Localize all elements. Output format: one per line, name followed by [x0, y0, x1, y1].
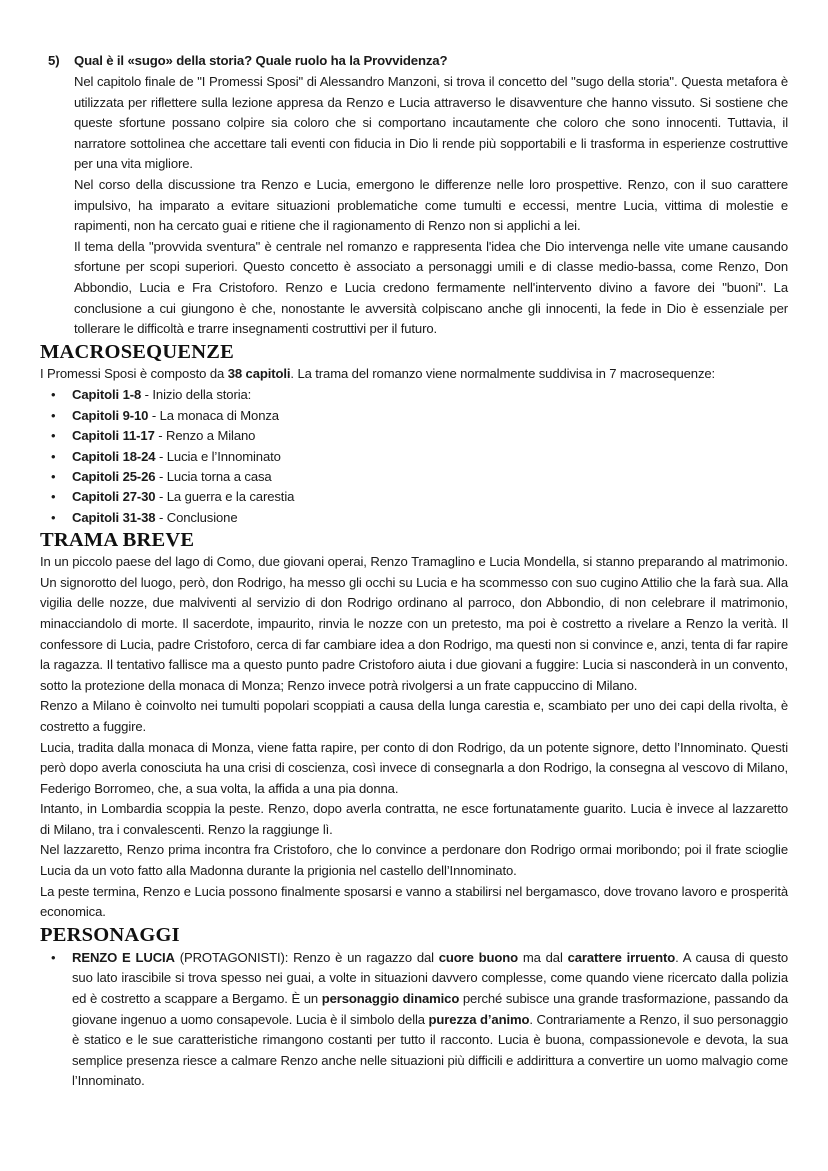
list-item-text: - Inizio della storia:: [141, 387, 252, 403]
trama-paragraph-2: Renzo a Milano è coinvolto nei tumulti popolari scoppiati a causa della lunga carestia e, scambiato per uno dei capi della rivolta, è costretto a fuggire.: [40, 698, 788, 734]
trama-paragraph-3: Lucia, tradita dalla monaca di Monza, viene fatta rapire, per conto di don Rodrigo, da un potente signore, detto l’Innominato. Questi però dopo averla conosciuta ha una crisi di coscienza, così invece di consegnarla a don Rodrigo, la consegna al vescovo di Milano, Federigo Borromeo, che, a sua volta, la affida a una pia donna.: [40, 739, 788, 796]
list-item-label: Capitoli 9-10: [72, 407, 149, 423]
list-item-text: - Conclusione: [155, 509, 238, 525]
bullet-icon: •: [51, 468, 56, 484]
trama-paragraph-6: La peste termina, Renzo e Lucia possono finalmente sposarsi e vanno a stabilirsi nel bergamasco, dove trovano lavoro e prosperità economica.: [40, 883, 788, 920]
question-paragraph-2: Nel corso della discussione tra Renzo e Lucia, emergono le differenze nelle loro prospettive. Renzo, con il suo carattere impulsivo, ha imparato a evitare situazioni problematiche come tumulti e eccessi, mentre Lucia, vittima di molestie e rapimenti, non ha cercato guai e ritiene che il ragionamento di Renzo non si applichi a lei.: [74, 176, 788, 234]
list-item-text: - Renzo a Milano: [154, 428, 256, 444]
question-paragraph-3: Il tema della "provvida sventura" è centrale nel romanzo e rappresenta l'idea che Dio intervenga nelle vite umane causando sfortune per scopi superiori. Questo concetto è associato a personaggi umili e di classe medio-bassa, come Renzo, Don Abbondio, Lucia e Fra Cristoforo. Renzo e Lucia credono fermamente nell'intervento divino a favore dei "buoni". La conclusione a cui giungono è che, nonostante le avversità colpiscano anche gli innocenti, la fede in Dio è essenziale per tollerare le difficoltà e trarre insegnamenti costruttivi per il futuro.: [74, 238, 788, 337]
list-item: [40, 426, 788, 446]
character-desc-2: ma dal: [518, 949, 568, 965]
list-item-label: Capitoli 27-30: [72, 489, 156, 505]
macrosequenze-intro-after: . La trama del romanzo viene normalmente suddivisa in 7 macrosequenze:: [290, 365, 716, 381]
character-desc-1: Renzo è un ragazzo dal: [293, 949, 439, 965]
list-item: [40, 948, 788, 1092]
question-number: 5): [48, 53, 60, 68]
bullet-icon: •: [51, 448, 56, 464]
bullet-icon: •: [51, 428, 56, 444]
character-desc-3: . A causa di questo suo lato irascibile si trova spesso nei guai, a volte in situazioni davvero complesse, come quando viene ricercato dalla polizia ed è costretto a scappare a Bergamo. È un: [72, 949, 789, 1007]
section-heading-trama-breve: TRAMA BREVE: [40, 529, 195, 552]
character-role: (PROTAGONISTI):: [174, 949, 294, 965]
character-trait-1: cuore buono: [438, 949, 519, 965]
trama-paragraph-1: In un piccolo paese del lago di Como, due giovani operai, Renzo Tramaglino e Lucia Mondella, si stanno preparando al matrimonio. Un signorotto del luogo, però, don Rodrigo, ha messo gli occhi su Lucia e ha scommesso con suo cugino Attilio che la farà sua. Alla vigilia delle nozze, due malviventi al servizio di don Rodrigo ordinano al parroco, don Abbondio, di non celebrare il matrimonio, minacciandolo di morte. Il sacerdote, impaurito, rinvia le nozze con un pretesto, ma poi è costretto a rivelare a Renzo la verità. Il confessore di Lucia, padre Cristoforo, cerca di far cambiare idea a don Rodrigo, ma questi non si convince e, anzi, tenta di far rapire la ragazza. Il tentativo fallisce ma a questo punto padre Cristoforo aiuta i due giovani a fuggire: Lucia si nasconderà in un convento, sotto la protezione della monaca di Monza; Renzo invece potrà rivolgersi a un frate cappuccino di Milano.: [40, 554, 789, 693]
character-trait-4: purezza d’animo: [428, 1011, 530, 1027]
macrosequenze-intro-before: I Promessi Sposi è composto da: [40, 365, 228, 381]
list-item-label: Capitoli 31-38: [72, 509, 156, 525]
macrosequenze-intro: [40, 364, 788, 385]
bullet-icon: •: [51, 509, 56, 525]
section-heading-personaggi: PERSONAGGI: [40, 923, 180, 946]
list-item-label: Capitoli 25-26: [72, 468, 156, 484]
question-body: [74, 72, 788, 340]
character-trait-3: personaggio dinamico: [321, 991, 460, 1007]
bullet-icon: •: [51, 489, 56, 505]
list-item: [40, 406, 788, 426]
list-item: [40, 487, 788, 507]
trama-paragraph-4: Intanto, in Lombardia scoppia la peste. Renzo, dopo averla contratta, ne esce fortunatamente guarito. Lucia è invece al lazzaretto di Milano, tra i convalescenti. Renzo la raggiunge lì.: [40, 801, 788, 837]
character-desc-4: perché subisce una grande trasformazione, passando da giovane ingenuo a uomo consapevole. Lucia è il simbolo della: [72, 991, 788, 1027]
section-heading-macrosequenze: MACROSEQUENZE: [40, 340, 234, 363]
question-title: Qual è il «sugo» della storia? Quale ruolo ha la Provvidenza?: [74, 53, 448, 68]
bullet-icon: •: [51, 407, 56, 423]
list-item-text: - Lucia e l’Innominato: [155, 448, 281, 464]
question-paragraph-1: Nel capitolo finale de "I Promessi Sposi" di Alessandro Manzoni, si trova il concetto del "sugo della storia". Questa metafora è utilizzata per riflettere sulla lezione appresa da Renzo e Lucia attraverso le disavventure che hanno vissuto. Si sostiene che queste sfortune possano colpire sia coloro che si comportano incautamente che coloro che sono innocenti. Tuttavia, il narratore sottolinea che accettare tali eventi con fiducia in Dio li rende più sopportabili e li trasforma in esperienze costruttive per una vita migliore.: [74, 74, 788, 172]
list-item-label: Capitoli 1-8: [72, 387, 142, 403]
macrosequenze-chapter-count: 38 capitoli: [227, 365, 291, 381]
list-item: [40, 467, 788, 487]
list-item-text: - Lucia torna a casa: [155, 468, 272, 484]
list-item-text: - La monaca di Monza: [148, 407, 279, 423]
macrosequenze-list: [40, 385, 788, 528]
character-desc-5: . Contrariamente a Renzo, il suo personaggio è statico e le sue caratteristiche rimangono costanti per tutto il racconto. Lucia è buona, compassionevole e devota, la sua semplice presenza riesce a calmare Renzo anche nelle situazioni più difficili e addirittura a convertire un uomo malvagio come l’Innominato.: [72, 1011, 788, 1089]
personaggi-list: [40, 948, 788, 1092]
list-item-label: Capitoli 11-17: [72, 428, 155, 444]
trama-paragraph-5: Nel lazzaretto, Renzo prima incontra fra Cristoforo, che lo convince a perdonare don Rodrigo ormai moribondo; poi il frate scioglie Lucia da un voto fatto alla Madonna durante la prigionia nel castello dell’Innominato.: [40, 842, 788, 879]
bullet-icon: •: [51, 949, 56, 965]
list-item: [40, 508, 788, 528]
character-name: RENZO E LUCIA: [72, 949, 175, 965]
list-item-text: - La guerra e la carestia: [155, 489, 295, 505]
character-trait-2: carattere irruento: [567, 949, 676, 965]
list-item: [40, 447, 788, 467]
list-item: [40, 385, 788, 405]
question-block: [40, 50, 788, 340]
bullet-icon: •: [51, 387, 56, 403]
list-item-label: Capitoli 18-24: [72, 448, 156, 464]
